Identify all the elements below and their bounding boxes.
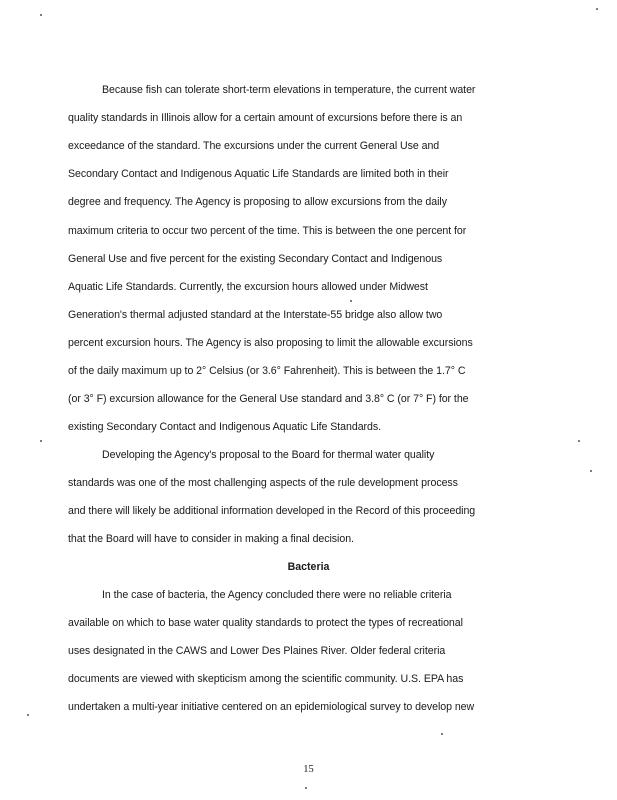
- text-line: standards was one of the most challenging aspects of the rule development process: [68, 477, 458, 489]
- scan-speck: [27, 714, 29, 716]
- scan-speck: [596, 8, 598, 10]
- scan-speck: [590, 470, 592, 472]
- text-line: quality standards in Illinois allow for a certain amount of excursions before there is an: [68, 112, 463, 124]
- section-heading-bacteria: Bacteria: [287, 561, 330, 573]
- text-line: that the Board will have to consider in making a final decision.: [68, 533, 354, 545]
- text-line: (or 3° F) excursion allowance for the General Use standard and 3.8° C (or 7° F) for the: [68, 393, 469, 405]
- text-line: General Use and five percent for the existing Secondary Contact and Indigenous: [68, 253, 443, 265]
- text-line: existing Secondary Contact and Indigenous Aquatic Life Standards.: [68, 421, 382, 433]
- scan-speck: [578, 440, 580, 442]
- text-line: maximum criteria to occur two percent of the time. This is between the one percent for: [68, 225, 467, 237]
- scan-speck: [40, 14, 42, 16]
- text-line: Generation's thermal adjusted standard at the Interstate-55 bridge also allow two: [68, 309, 443, 321]
- text-line: uses designated in the CAWS and Lower Des Plaines River. Older federal criteria: [68, 645, 446, 657]
- scan-speck: [441, 733, 443, 735]
- text-line: degree and frequency. The Agency is proposing to allow excursions from the daily: [68, 196, 447, 208]
- text-line: Aquatic Life Standards. Currently, the excursion hours allowed under Midwest: [68, 281, 428, 293]
- text-line: of the daily maximum up to 2° Celsius (or 3.6° Fahrenheit). This is between the 1.7° C: [68, 365, 466, 377]
- text-line: In the case of bacteria, the Agency concluded there were no reliable criteria: [102, 589, 452, 601]
- text-line: Developing the Agency's proposal to the Board for thermal water quality: [102, 449, 435, 461]
- text-line: and there will likely be additional information developed in the Record of this proceeding: [68, 505, 476, 517]
- text-line: Because fish can tolerate short-term elevations in temperature, the current water: [102, 84, 476, 96]
- scan-speck: [305, 787, 307, 789]
- text-line: undertaken a multi-year initiative centered on an epidemiological survey to develop new: [68, 701, 475, 713]
- text-line: Secondary Contact and Indigenous Aquatic Life Standards are limited both in their: [68, 168, 449, 180]
- text-line: percent excursion hours. The Agency is also proposing to limit the allowable excursions: [68, 337, 473, 349]
- text-line: documents are viewed with skepticism among the scientific community. U.S. EPA has: [68, 673, 464, 685]
- text-line: exceedance of the standard. The excursions under the current General Use and: [68, 140, 440, 152]
- page-number: 15: [303, 764, 314, 775]
- scan-speck: [350, 300, 352, 302]
- text-line: available on which to base water quality standards to protect the types of recreational: [68, 617, 463, 629]
- scan-speck: [40, 440, 42, 442]
